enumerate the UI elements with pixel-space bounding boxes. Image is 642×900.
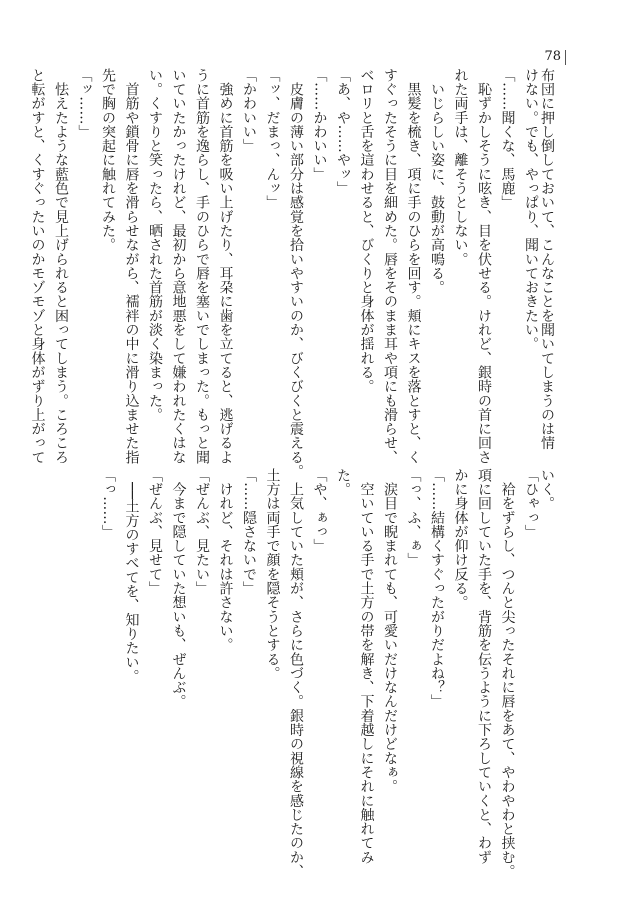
text-column: 先で胸の突起に触れてみた。 (100, 68, 116, 252)
text-column: 「……結構くすぐったがりだよね？」 (429, 468, 445, 709)
text-column: うに首筋を逸らし、手のひらで唇を塞いでしまった。もっと聞 (194, 68, 210, 465)
text-column: けれど、それは許さない。 (217, 468, 234, 652)
text-column: 皮膚の薄い部分は感覚を拾いやすいのか、びくびくと震える。 (288, 68, 304, 479)
text-column: 首筋や鎖骨に唇を滑らせながら、襦袢の中に滑り込ませた指 (123, 68, 140, 465)
text-column: ベロリと舌を這わせると、びくりと身体が揺れる。 (358, 68, 375, 394)
text-column: すぐったそうに目を細めた。唇をそのまま耳や項にも滑らせ、 (382, 68, 398, 465)
text-column: 項に回していた手を、背筋を伝うように下ろしていくと、わず (476, 468, 492, 865)
text-column: 布団に押し倒しておいて、こんなことを聞いてしまうのは情 (539, 68, 555, 451)
text-column: 土方は両手で顔を隠そうとする。 (264, 468, 281, 681)
text-column: 「ッ、だまっ、んッ」 (264, 68, 281, 210)
text-column: 「かわいい」 (241, 68, 257, 153)
text-column: 「……隠さないで」 (241, 468, 257, 596)
text-column: ──土方のすべてを、知りたい。 (123, 468, 140, 684)
page-number: 78 (544, 49, 561, 64)
text-column: 「ッ……」 (76, 68, 93, 139)
text-column: 今まで隠していた想いも、ぜんぶ。 (170, 468, 187, 709)
text-column: れた両手は、離そうとしない。 (452, 68, 469, 267)
text-column: かに身体が仰け反る。 (452, 468, 469, 610)
text-column: 袷をずらし、つんと尖ったそれに唇をあて、やわやわと挟む。 (499, 468, 516, 879)
text-column: と転がすと、くすぐったいのかモゾモゾと身体がずり上がって (29, 68, 46, 465)
text-column: 「や、ぁっ」 (311, 468, 328, 553)
text-column: 恥ずかしそうに呟き、目を伏せる。けれど、銀時の首に回さ (476, 68, 492, 465)
text-column: 怯えたような藍色で見上げられると困ってしまう。ころころ (53, 68, 69, 465)
text-column: いじらしい姿に、鼓動が高鳴る。 (429, 68, 445, 295)
text-column: 「っ、ふ、ぁ」 (405, 468, 422, 568)
text-column: いていたかったけれど、最初から意地悪をして嫌われたくはな (170, 68, 187, 465)
upper-text-block (29, 68, 555, 479)
text-column: 黒髪を梳き、項に手のひらを回す。頬にキスを落とすと、く (405, 68, 422, 465)
text-column: 「あ、や……やッ」 (335, 68, 351, 196)
page-number-rule (565, 50, 566, 65)
text-column: 涙目で睨まれても、可愛いだけなんだけどなぁ。 (382, 468, 398, 794)
text-column: 「ひゃっ」 (523, 468, 539, 539)
text-column: 空いている手で土方の帯を解き、下着越しにそれに触れてみ (358, 468, 375, 865)
lower-text-block (100, 468, 555, 879)
text-column: 強めに首筋を吸い上げたり、耳朶に歯を立てると、逃げるよ (217, 68, 234, 465)
text-column: 「ぜんぶ、見せて」 (147, 468, 163, 596)
text-column: 「……聞くな、馬鹿」 (499, 68, 516, 210)
text-column: 「っ……」 (100, 468, 116, 539)
text-column: 上気していた頬が、さらに色づく。銀時の視線を感じたのか、 (288, 468, 304, 879)
text-column: 「ぜんぶ、見たい」 (194, 468, 210, 596)
text-column: けない。でも、やっぱり、聞いておきたい。 (523, 68, 539, 351)
text-column: 「……かわいい」 (311, 68, 328, 182)
text-column: い。くすりと笑ったら、晒された首筋が淡く染まった。 (147, 68, 163, 422)
text-column: た。 (335, 468, 351, 497)
text-column: いく。 (539, 468, 555, 511)
